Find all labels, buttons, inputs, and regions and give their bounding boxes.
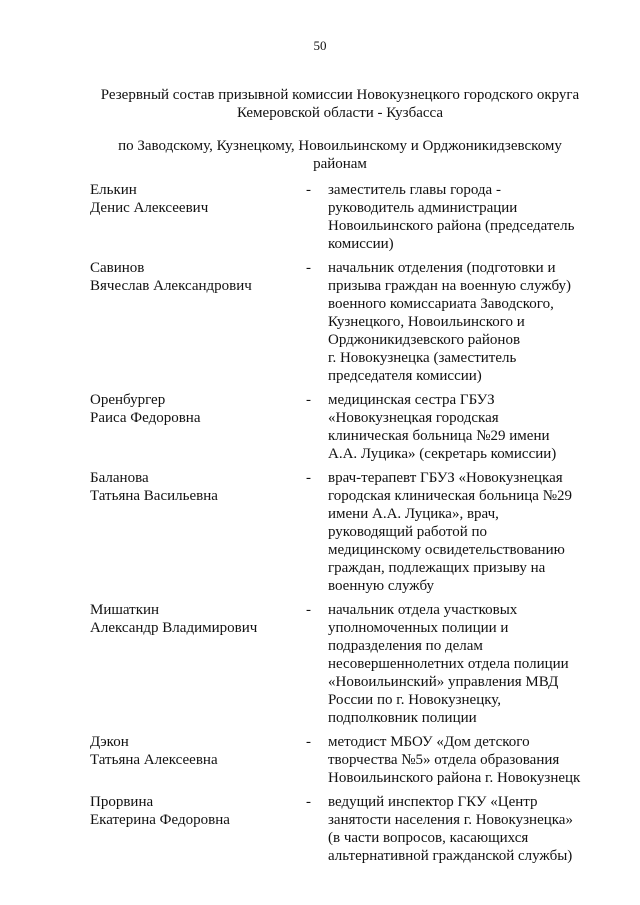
member-role-line: призыва граждан на военную службу) bbox=[328, 278, 572, 294]
member-entry bbox=[0, 181, 640, 253]
member-name bbox=[90, 391, 300, 427]
member-entry bbox=[0, 259, 640, 385]
member-role bbox=[328, 793, 588, 865]
member-given-names: Раиса Федоровна bbox=[90, 410, 201, 426]
member-role-line: руководитель администрации bbox=[328, 200, 518, 216]
member-role bbox=[328, 181, 588, 253]
member-dash: - bbox=[306, 602, 311, 618]
member-role-line: Орджоникидзевского районов bbox=[328, 332, 521, 348]
member-role-line: граждан, подлежащих призыву на bbox=[328, 560, 546, 576]
member-role-line: России по г. Новокузнецку, bbox=[328, 692, 502, 708]
member-dash: - bbox=[306, 182, 311, 198]
member-role-line: занятости населения г. Новокузнецка» bbox=[328, 812, 573, 828]
member-role-line: Кузнецкого, Новоильинского и bbox=[328, 314, 525, 330]
member-name bbox=[90, 181, 300, 217]
subtitle-line-2: районам bbox=[313, 156, 367, 172]
member-entry bbox=[0, 391, 640, 463]
member-surname: Дэкон bbox=[90, 734, 129, 750]
member-role-line: ведущий инспектор ГКУ «Центр bbox=[328, 794, 538, 810]
document-subtitle bbox=[70, 137, 610, 173]
member-given-names: Татьяна Алексеевна bbox=[90, 752, 218, 768]
members-list bbox=[0, 181, 640, 865]
title-line-1: Резервный состав призывной комиссии Новокузнецкого городского округа bbox=[100, 87, 580, 103]
member-dash: - bbox=[306, 734, 311, 750]
member-surname: Елькин bbox=[90, 182, 137, 198]
member-surname: Баланова bbox=[90, 470, 149, 486]
member-entry bbox=[0, 733, 640, 787]
member-role-line: врач-терапевт ГБУЗ «Новокузнецкая bbox=[328, 470, 563, 486]
member-role bbox=[328, 391, 588, 463]
title-line-2: Кемеровской области - Кузбасса bbox=[236, 105, 444, 121]
member-role-line: медицинская сестра ГБУЗ bbox=[328, 392, 495, 408]
member-entry bbox=[0, 793, 640, 865]
member-role-line: «Новокузнецкая городская bbox=[328, 410, 499, 426]
member-role-line: А.А. Луцика» (секретарь комиссии) bbox=[328, 446, 557, 462]
member-role bbox=[328, 733, 588, 787]
member-dash: - bbox=[306, 392, 311, 408]
member-role-line: заместитель главы города - bbox=[328, 182, 501, 198]
member-role-line: творчества №5» отдела образования bbox=[328, 752, 560, 768]
member-role-line: (в части вопросов, касающихся bbox=[328, 830, 529, 846]
member-role-line: «Новоильинский» управления МВД bbox=[328, 674, 559, 690]
member-dash: - bbox=[306, 260, 311, 276]
member-surname: Оренбургер bbox=[90, 392, 166, 408]
member-surname: Прорвина bbox=[90, 794, 154, 810]
member-role-line: медицинскому освидетельствованию bbox=[328, 542, 565, 558]
member-given-names: Вячеслав Александрович bbox=[90, 278, 252, 294]
member-role-line: начальник отдела участковых bbox=[328, 602, 518, 618]
member-role-line: подразделения по делам bbox=[328, 638, 483, 654]
member-given-names: Екатерина Федоровна bbox=[90, 812, 230, 828]
member-role-line: альтернативной гражданской службы) bbox=[328, 848, 573, 864]
member-dash: - bbox=[306, 794, 311, 810]
member-role-line: подполковник полиции bbox=[328, 710, 477, 726]
page-number: 50 bbox=[313, 38, 327, 53]
member-name bbox=[90, 601, 300, 637]
member-role-line: руководящий работой по bbox=[328, 524, 488, 540]
member-role-line: Новоильинского района (председатель bbox=[328, 218, 575, 234]
member-given-names: Денис Алексеевич bbox=[90, 200, 209, 216]
member-role bbox=[328, 469, 588, 595]
member-role-line: несовершеннолетних отдела полиции bbox=[328, 656, 569, 672]
member-role-line: уполномоченных полиции и bbox=[328, 620, 509, 636]
member-given-names: Александр Владимирович bbox=[90, 620, 258, 636]
member-role-line: городская клиническая больница №29 bbox=[328, 488, 573, 504]
member-role-line: методист МБОУ «Дом детского bbox=[328, 734, 530, 750]
member-role-line: г. Новокузнецка (заместитель bbox=[328, 350, 517, 366]
document-title bbox=[70, 86, 610, 122]
member-name bbox=[90, 793, 300, 829]
member-role-line: клиническая больница №29 имени bbox=[328, 428, 550, 444]
member-name bbox=[90, 469, 300, 505]
member-surname: Мишаткин bbox=[90, 602, 160, 618]
member-role-line: имени А.А. Луцика», врач, bbox=[328, 506, 499, 522]
member-given-names: Татьяна Васильевна bbox=[90, 488, 218, 504]
member-role-line: председателя комиссии) bbox=[328, 368, 482, 384]
member-role bbox=[328, 259, 588, 385]
member-name bbox=[90, 733, 300, 769]
member-role-line: военную службу bbox=[328, 578, 435, 594]
member-entry bbox=[0, 469, 640, 595]
member-role-line: Новоильинского района г. Новокузнецк bbox=[328, 770, 581, 786]
member-entry bbox=[0, 601, 640, 727]
member-role-line: военного комиссариата Заводского, bbox=[328, 296, 554, 312]
member-dash: - bbox=[306, 470, 311, 486]
member-surname: Савинов bbox=[90, 260, 145, 276]
member-role-line: начальник отделения (подготовки и bbox=[328, 260, 556, 276]
member-role-line: комиссии) bbox=[328, 236, 394, 252]
member-name bbox=[90, 259, 300, 295]
member-role bbox=[328, 601, 588, 727]
subtitle-line-1: по Заводскому, Кузнецкому, Новоильинскому и Орджоникидзевскому bbox=[118, 138, 562, 154]
